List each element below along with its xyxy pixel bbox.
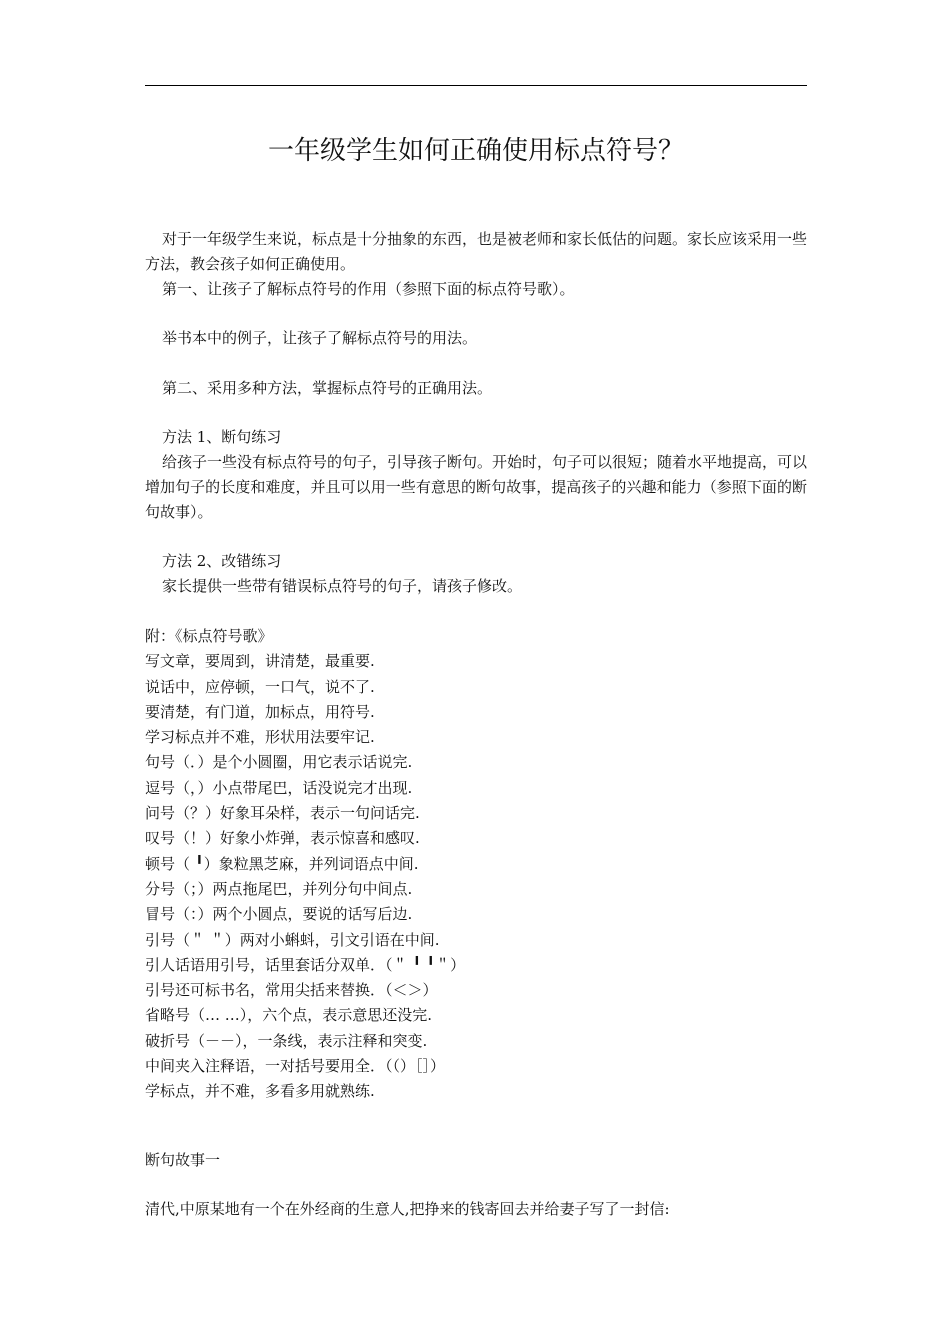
story-text: 清代,中原某地有一个在外经商的生意人,把挣来的钱寄回去并给妻子写了一封信: bbox=[145, 1200, 670, 1218]
step-one-text: 第一、让孩子了解标点符号的作用（参照下面的标点符号歌）。 bbox=[162, 280, 575, 298]
method-two-body: 家长提供一些带有错误标点符号的句子，请孩子修改。 bbox=[162, 577, 523, 595]
poem-line: 问号（？）好象耳朵样，表示一句问话完. bbox=[145, 804, 420, 823]
story-heading: 断句故事一 bbox=[145, 1151, 221, 1169]
poem-line: 写文章，要周到，讲清楚，最重要. bbox=[145, 652, 375, 671]
punctuation-song bbox=[145, 624, 807, 1105]
method-one-title: 方法 1、断句练习 bbox=[162, 428, 282, 446]
poem-line: 引号（＂ ＂）两对小蝌蚪，引文引语在中间. bbox=[145, 930, 440, 949]
poem-line: 学标点，并不难，多看多用就熟练. bbox=[145, 1082, 375, 1101]
poem-line: 分号（；）两点拖尾巴，并列分句中间点. bbox=[145, 879, 413, 898]
page-title: 一年级学生如何正确使用标点符号？ bbox=[267, 136, 684, 166]
poem-line: 冒号（：）两个小圆点，要说的话写后边. bbox=[145, 905, 413, 924]
poem-line: 逗号（，）小点带尾巴，话没说完才出现. bbox=[145, 778, 413, 797]
intro-paragraph: 对于一年级学生来说，标点是十分抽象的东西，也是被老师和家长低估的问题。家长应该采用一些方法，教会孩子如何正确使用。 bbox=[145, 230, 808, 273]
poem-line: 中间夹入注释语，一对括号要用全．（（）［］） bbox=[145, 1057, 446, 1076]
poem-line: 引号还可标书名，常用尖括来替换．（＜＞） bbox=[145, 981, 438, 1000]
header-rule bbox=[145, 85, 807, 86]
poem-line: 学习标点并不难，形状用法要牢记. bbox=[145, 728, 375, 747]
example-text: 举书本中的例子，让孩子了解标点符号的用法。 bbox=[162, 329, 478, 347]
poem-line: 引人话语用引号，话里套话分双单．（＂ ╹ ╹＂） bbox=[145, 955, 466, 974]
poem-line: 省略号（… …），六个点，表示意思还没完. bbox=[145, 1006, 433, 1025]
poem-line: 句号（．）是个小圆圈，用它表示话说完. bbox=[145, 753, 413, 772]
poem-line: 破折号（－－），一条线，表示注释和突变. bbox=[145, 1031, 428, 1050]
poem-line: 顿号（ ╹）象粒黑芝麻，并列词语点中间. bbox=[145, 854, 419, 873]
step-two-text: 第二、采用多种方法，掌握标点符号的正确用法。 bbox=[162, 379, 493, 397]
poem-line: 叹号（！）好象小炸弹，表示惊喜和感叹. bbox=[145, 829, 420, 848]
method-two-title: 方法 2、改错练习 bbox=[162, 552, 282, 570]
poem-line: 说话中，应停顿，一口气，说不了. bbox=[145, 677, 375, 696]
method-one-body: 给孩子一些没有标点符号的句子，引导孩子断句。开始时，句子可以很短；随着水平地提高，可以增加句子的长度和难度，并且可以用一些有意思的断句故事，提高孩子的兴趣和能力（参照下面的断句故事）。 bbox=[145, 453, 808, 521]
poem-line: 要清楚，有门道，加标点，用符号. bbox=[145, 702, 375, 721]
poem-line: 附：《标点符号歌》 bbox=[145, 627, 273, 645]
